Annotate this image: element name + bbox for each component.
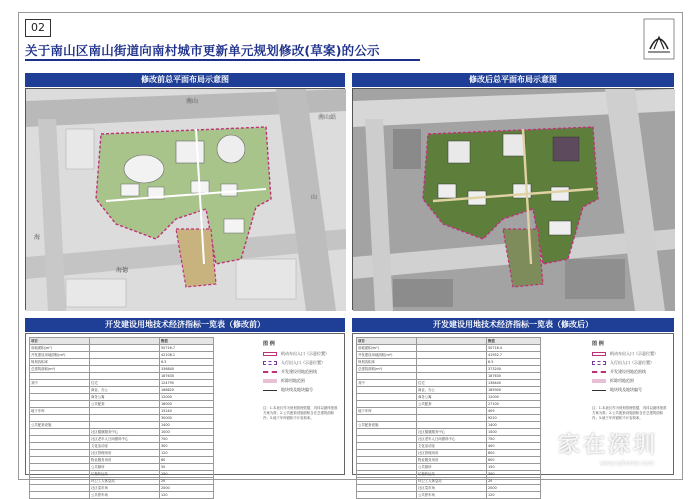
table-cell: 数值 — [160, 338, 214, 345]
table-cell: 地下车库 — [357, 408, 417, 415]
table-row — [30, 366, 214, 373]
table-cell — [417, 338, 487, 345]
table-row — [357, 492, 541, 499]
table-cell — [90, 345, 160, 352]
table-cell — [357, 401, 417, 408]
table-cell — [357, 471, 417, 478]
table-cell: 20 — [160, 478, 214, 485]
table-row — [357, 450, 541, 457]
table-cell: 商业、办公 — [417, 387, 487, 394]
table-cell: 商业、办公 — [90, 387, 160, 394]
table-cell — [357, 394, 417, 401]
table-cell: 社区老年人日间照料中心 — [90, 436, 160, 443]
table-cell — [417, 373, 487, 380]
legend-item — [263, 378, 338, 384]
table-cell: 公共配套 — [417, 401, 487, 408]
table-row — [357, 485, 541, 492]
table-row — [357, 387, 541, 394]
legend-label: 开发建设用地范围线 — [281, 369, 317, 374]
table-row — [357, 422, 541, 429]
before-site-plan-map — [25, 88, 345, 310]
table-cell: 187630 — [160, 373, 214, 380]
legend-item — [263, 360, 338, 366]
table-cell — [417, 422, 487, 429]
table-row — [357, 394, 541, 401]
table-cell — [30, 471, 90, 478]
table-cell — [357, 450, 417, 457]
before-table-title: 开发建设用地技术经济指标一览表（修改前） — [25, 318, 345, 332]
table-cell: 150 — [160, 471, 214, 478]
before-indicator-sheet — [25, 333, 345, 497]
after-map-title: 修改后总平面布局示意图 — [352, 73, 674, 87]
table-cell — [30, 401, 90, 408]
page-number: 02 — [25, 19, 51, 37]
table-cell — [357, 436, 417, 443]
table-row — [357, 352, 541, 359]
table-cell: 社区菜市场 — [90, 485, 160, 492]
table-cell: 垃圾转运站 — [90, 471, 160, 478]
svg-text:海德: 海德 — [116, 267, 129, 274]
after-indicator-table — [356, 337, 541, 499]
svg-text:海: 海 — [34, 234, 41, 241]
table-cell: 社区管理用房 — [417, 450, 487, 457]
table-cell: 规划容积率 — [357, 359, 417, 366]
table-cell — [357, 478, 417, 485]
legend-label: 拆除用地范围 — [281, 378, 305, 383]
vehicle-entrance-icon — [592, 352, 606, 356]
table-row — [30, 338, 214, 345]
table-row — [357, 443, 541, 450]
table-cell — [30, 387, 90, 394]
before-site-plan-drawing — [26, 89, 346, 311]
table-row — [30, 492, 214, 499]
table-cell: 41952.7 — [487, 352, 541, 359]
table-row — [357, 457, 541, 464]
legend-item — [592, 351, 667, 357]
table-cell: 用地面积(m²) — [30, 345, 90, 352]
table-row — [357, 345, 541, 352]
table-cell: 168620 — [160, 387, 214, 394]
table-cell: 27100 — [487, 401, 541, 408]
table-cell: 50 — [160, 464, 214, 471]
table-cell: 公共停车场 — [417, 492, 487, 499]
table-cell — [357, 457, 417, 464]
table-cell: 总建筑面积(m²) — [30, 366, 90, 373]
table-cell: 300 — [487, 471, 541, 478]
table-cell: 300 — [160, 443, 214, 450]
legend-item — [592, 360, 667, 366]
table-cell — [90, 415, 160, 422]
table-cell: 185900 — [487, 387, 541, 394]
after-table-title: 开发建设用地技术经济指标一览表（修改后） — [352, 318, 674, 332]
table-row — [357, 429, 541, 436]
legend-label: 机动车出入口（示意位置） — [281, 351, 329, 356]
table-cell: 社区健康服务中心 — [417, 429, 487, 436]
table-cell — [90, 359, 160, 366]
table-cell — [90, 373, 160, 380]
legend-label: 地块线及地块编号 — [281, 387, 313, 392]
table-cell: 1000 — [487, 429, 541, 436]
table-cell: 社区管理用房 — [90, 450, 160, 457]
table-cell: 其中 — [357, 380, 417, 387]
legend-item — [592, 378, 667, 384]
table-cell: 2000 — [160, 485, 214, 492]
before-legend — [263, 340, 338, 396]
table-row — [30, 422, 214, 429]
table-cell — [417, 352, 487, 359]
boundary-line-icon — [592, 371, 606, 373]
table-cell: 开发建设用地面积(m²) — [357, 352, 417, 359]
table-cell: 公共厕所 — [90, 464, 160, 471]
table-cell — [30, 436, 90, 443]
table-cell: 30000 — [160, 415, 214, 422]
table-notes: 注：1.本表仅作为规划管理依据，具体以最终批准方案为准；2.公共配套设施面积含在总建筑面积内；3.地下车库面积不计容积率。 — [263, 406, 338, 420]
table-cell — [30, 373, 90, 380]
table-cell — [417, 359, 487, 366]
table-cell: 12000 — [160, 394, 214, 401]
demolition-area-icon — [263, 379, 277, 383]
table-cell: 文化活动室 — [90, 443, 160, 450]
legend-label: 人行出入口（示意位置） — [281, 360, 325, 365]
table-cell: 物业服务用房 — [417, 457, 487, 464]
table-row — [30, 436, 214, 443]
table-cell: 15240 — [160, 408, 214, 415]
table-cell: 9220 — [487, 415, 541, 422]
table-cell: 地下车库 — [30, 408, 90, 415]
table-cell — [417, 408, 487, 415]
table-row — [30, 387, 214, 394]
table-cell: 环卫工人休息站 — [90, 478, 160, 485]
table-row — [30, 380, 214, 387]
legend-label: 人行出入口（示意位置） — [610, 360, 654, 365]
table-cell: 136440 — [487, 380, 541, 387]
table-cell: 120 — [160, 450, 214, 457]
table-cell: 20 — [487, 478, 541, 485]
table-row — [357, 366, 541, 373]
table-cell: 其中 — [30, 380, 90, 387]
table-cell: 商务公寓 — [417, 394, 487, 401]
table-cell — [357, 485, 417, 492]
svg-text:南山站: 南山站 — [318, 114, 337, 121]
table-cell: 60 — [160, 457, 214, 464]
table-cell: 2000 — [487, 485, 541, 492]
table-cell: 住宅 — [90, 380, 160, 387]
table-cell: 住宅 — [417, 380, 487, 387]
table-row — [357, 359, 541, 366]
table-cell: 公共配套设施 — [357, 422, 417, 429]
table-cell: 124795 — [160, 380, 214, 387]
table-cell: 120 — [160, 492, 214, 499]
table-cell — [30, 429, 90, 436]
table-row — [30, 450, 214, 457]
table-row — [30, 415, 214, 422]
table-cell: 750 — [160, 436, 214, 443]
table-cell: 1000 — [160, 429, 214, 436]
table-row — [30, 345, 214, 352]
table-cell — [357, 492, 417, 499]
table-row — [30, 352, 214, 359]
table-cell — [90, 352, 160, 359]
table-cell: 物业服务用房 — [90, 457, 160, 464]
parcel-line-icon — [592, 390, 606, 391]
table-cell — [357, 387, 417, 394]
table-cell: 42108.1 — [160, 352, 214, 359]
table-cell — [30, 394, 90, 401]
legend-item — [263, 387, 338, 393]
table-cell: 150 — [487, 464, 541, 471]
table-row — [30, 373, 214, 380]
table-row — [357, 478, 541, 485]
boundary-line-icon — [263, 371, 277, 373]
legend-label: 拆除用地范围 — [610, 378, 634, 383]
after-site-plan-drawing — [353, 89, 675, 311]
table-row — [357, 471, 541, 478]
table-cell: 12000 — [487, 394, 541, 401]
table-cell: 公共停车场 — [90, 492, 160, 499]
demolition-area-icon — [592, 379, 606, 383]
table-cell: 规划容积率 — [30, 359, 90, 366]
legend-label: 地块线及地块编号 — [610, 387, 642, 392]
table-cell: 社区菜市场 — [417, 485, 487, 492]
table-cell: 1400 — [487, 422, 541, 429]
table-cell — [357, 415, 417, 422]
table-cell: 336840 — [160, 366, 214, 373]
table-cell — [417, 415, 487, 422]
title-underline — [25, 59, 420, 61]
table-row — [357, 338, 541, 345]
notice-sheet — [18, 12, 683, 497]
table-cell — [30, 450, 90, 457]
table-cell: 垃圾转运站 — [417, 471, 487, 478]
table-row — [357, 464, 541, 471]
table-cell: 400 — [487, 443, 541, 450]
table-cell: 公共配套 — [90, 401, 160, 408]
after-legend — [592, 340, 667, 396]
svg-text:南山: 南山 — [186, 98, 199, 105]
pedestrian-entrance-icon — [592, 361, 606, 365]
table-cell: 商务公寓 — [90, 394, 160, 401]
table-cell: 社区健康服务中心 — [90, 429, 160, 436]
table-cell — [357, 443, 417, 450]
table-cell: 409 — [487, 408, 541, 415]
legend-item — [592, 387, 667, 393]
table-cell — [90, 338, 160, 345]
table-row — [30, 464, 214, 471]
watermark-url: www.szhome.com — [599, 460, 654, 467]
table-cell — [90, 422, 160, 429]
table-cell: 50716.7 — [160, 345, 214, 352]
table-cell — [90, 366, 160, 373]
table-cell: 文化活动室 — [417, 443, 487, 450]
after-site-plan-map — [352, 88, 674, 310]
planning-logo-icon — [644, 19, 674, 59]
table-row — [30, 394, 214, 401]
table-cell — [30, 443, 90, 450]
table-row — [30, 401, 214, 408]
table-row — [30, 408, 214, 415]
table-row — [357, 380, 541, 387]
before-map-title: 修改前总平面布局示意图 — [25, 73, 345, 87]
table-row — [30, 478, 214, 485]
table-row — [30, 429, 214, 436]
table-cell — [30, 464, 90, 471]
table-cell: 18000 — [160, 401, 214, 408]
table-cell: 数值 — [487, 338, 541, 345]
table-cell — [417, 345, 487, 352]
table-cell: 1400 — [160, 422, 214, 429]
table-cell: 6.5 — [487, 359, 541, 366]
table-row — [357, 401, 541, 408]
table-cell — [357, 429, 417, 436]
table-cell: 600 — [487, 457, 541, 464]
table-cell: 750 — [487, 436, 541, 443]
watermark-text: 家在深圳 — [557, 433, 658, 458]
legend-label: 机动车出入口（示意位置） — [610, 351, 658, 356]
table-cell — [90, 408, 160, 415]
table-cell: 总建筑面积(m²) — [357, 366, 417, 373]
table-cell: 环卫工人休息站 — [417, 478, 487, 485]
table-row — [30, 359, 214, 366]
table-cell: 373200 — [487, 366, 541, 373]
table-cell: 6.5 — [160, 359, 214, 366]
parcel-line-icon — [263, 390, 277, 391]
table-cell: 公共厕所 — [417, 464, 487, 471]
legend-label: 开发建设用地范围线 — [610, 369, 646, 374]
table-row — [357, 415, 541, 422]
legend-title: 图 例 — [263, 341, 275, 347]
table-cell: 开发建设用地面积(m²) — [30, 352, 90, 359]
table-cell — [30, 485, 90, 492]
table-cell — [357, 464, 417, 471]
table-cell — [30, 492, 90, 499]
table-cell: 公共配套设施 — [30, 422, 90, 429]
table-cell: 120 — [487, 492, 541, 499]
legend-item — [263, 351, 338, 357]
table-notes: 注：1.本表仅作为规划管理依据，具体以最终批准方案为准；2.公共配套设施面积含在总建筑面积内；3.地下车库面积不计容积率。 — [592, 406, 667, 420]
table-cell — [30, 457, 90, 464]
before-indicator-table — [29, 337, 214, 499]
legend-title: 图 例 — [592, 341, 604, 347]
table-cell — [417, 366, 487, 373]
table-cell — [30, 478, 90, 485]
legend-item — [592, 369, 667, 375]
table-cell: 项目 — [30, 338, 90, 345]
table-cell: 用地面积(m²) — [357, 345, 417, 352]
table-cell: 50716.4 — [487, 345, 541, 352]
table-row — [30, 485, 214, 492]
table-cell: 800 — [487, 450, 541, 457]
table-cell: 187630 — [487, 373, 541, 380]
table-row — [357, 408, 541, 415]
page-title: 关于南山区南山街道向南村城市更新单元规划修改(草案)的公示 — [25, 43, 380, 58]
table-cell — [357, 373, 417, 380]
table-row — [30, 443, 214, 450]
table-row — [357, 436, 541, 443]
table-row — [357, 373, 541, 380]
table-cell — [30, 415, 90, 422]
pedestrian-entrance-icon — [263, 361, 277, 365]
table-row — [30, 457, 214, 464]
svg-text:山: 山 — [311, 194, 318, 201]
vehicle-entrance-icon — [263, 352, 277, 356]
table-cell: 社区老年人日间照料中心 — [417, 436, 487, 443]
legend-item — [263, 369, 338, 375]
table-cell: 项目 — [357, 338, 417, 345]
table-row — [30, 471, 214, 478]
